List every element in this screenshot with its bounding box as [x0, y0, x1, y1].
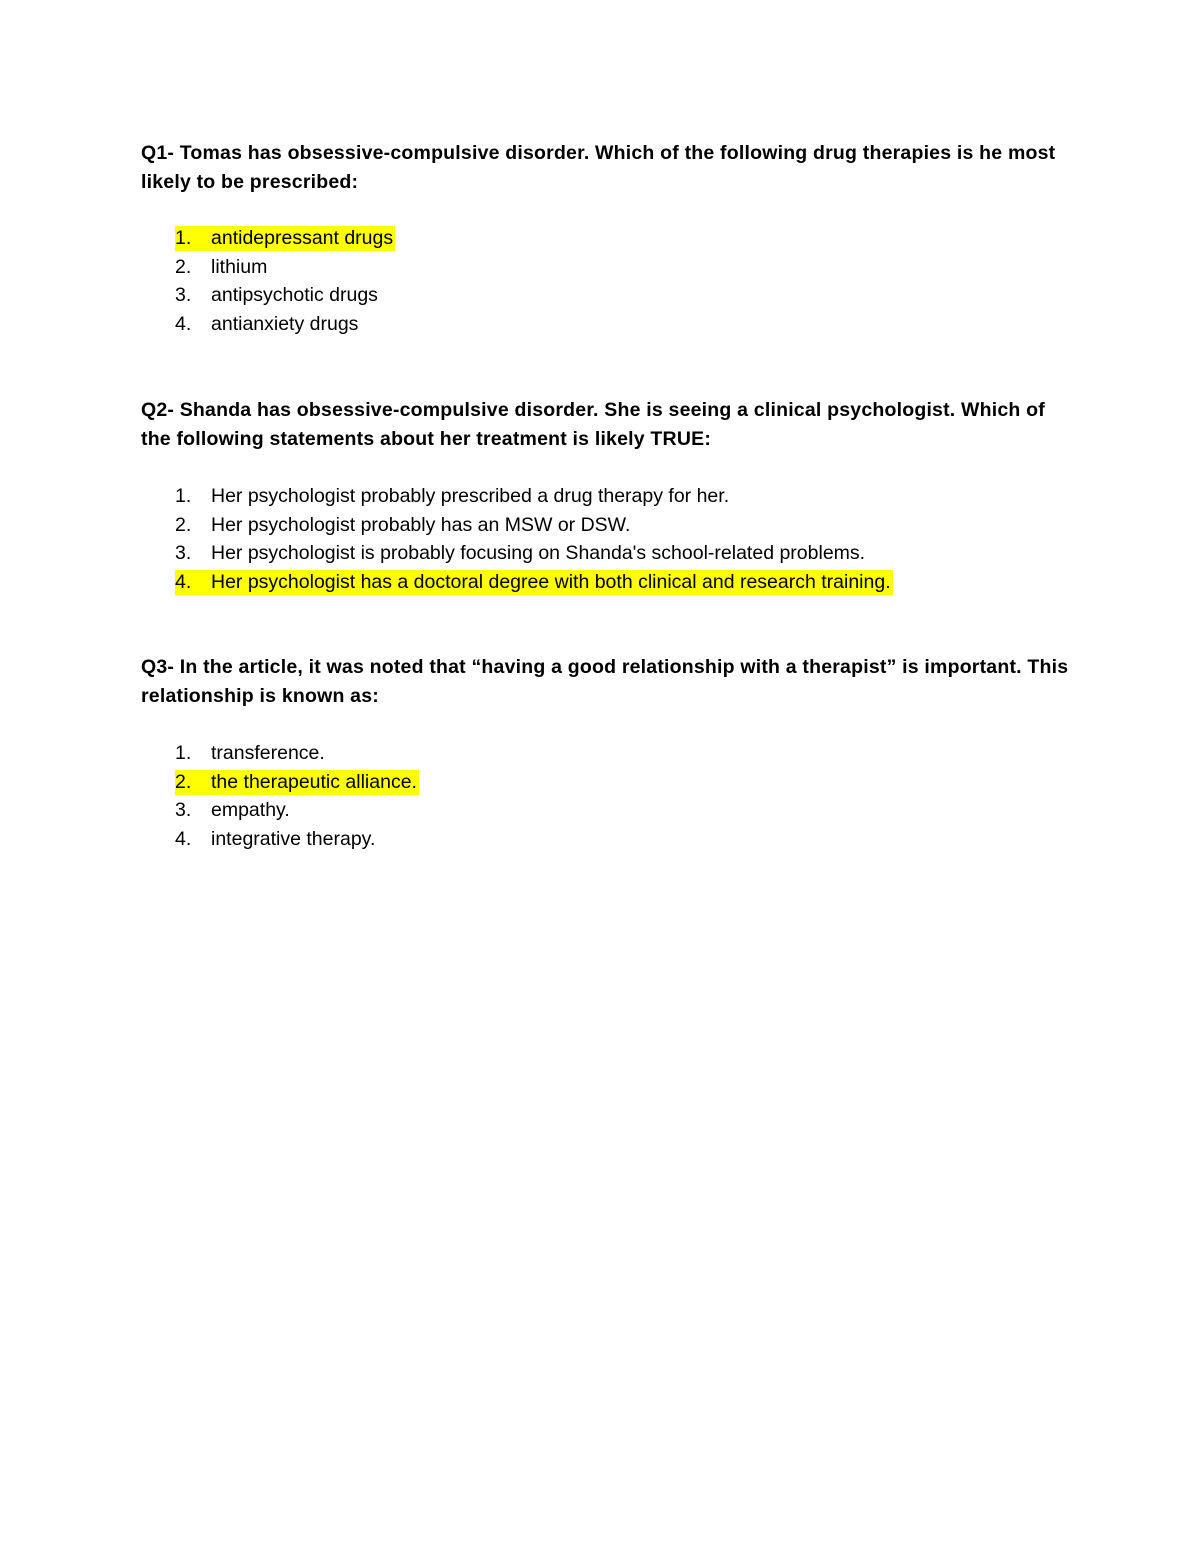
option-number: 4.: [175, 570, 192, 593]
question-3: [141, 653, 1071, 853]
question-2-options: [141, 482, 1071, 596]
option-number: 3.: [175, 542, 192, 564]
option-label: antianxiety drugs: [211, 312, 359, 335]
option-number: 1.: [175, 227, 192, 249]
option-number: 1.: [175, 742, 192, 764]
option-label: transference.: [211, 742, 325, 764]
question-1-options: [141, 224, 1071, 338]
option-number: 2.: [175, 513, 192, 536]
question-3-option-1: [141, 739, 1071, 768]
question-3-option-2: [141, 768, 1071, 797]
option-label: Her psychologist has a doctoral degree with both clinical and research training.: [211, 570, 891, 593]
option-label: empathy.: [211, 799, 290, 821]
question-2-option-1: [141, 482, 1071, 511]
question-2: [141, 396, 1071, 596]
question-1-option-2: [141, 253, 1071, 282]
question-2-option-3: [141, 539, 1071, 568]
option-number: 2.: [175, 770, 192, 793]
question-3-option-4: [141, 825, 1071, 854]
question-2-text: Q2- Shanda has obsessive-compulsive disorder. She is seeing a clinical psychologist. Which of the following statements about her treatment is likely TRUE:: [141, 399, 1045, 450]
question-1: [141, 139, 1071, 338]
option-label: antipsychotic drugs: [211, 284, 378, 306]
option-number: 1.: [175, 485, 192, 507]
option-number: 3.: [175, 284, 192, 306]
option-label: Her psychologist probably prescribed a drug therapy for her.: [211, 485, 730, 507]
question-3-text: Q3- In the article, it was noted that “having a good relationship with a therapist” is important. This relationship is known as:: [141, 656, 1069, 707]
option-label: Her psychologist probably has an MSW or DSW.: [211, 513, 631, 536]
option-number: 2.: [175, 255, 192, 278]
option-label: Her psychologist is probably focusing on Shanda's school-related problems.: [211, 542, 866, 564]
question-1-option-4: [141, 310, 1071, 339]
question-1-option-3: [141, 281, 1071, 310]
option-number: 3.: [175, 799, 192, 821]
question-1-text: Q1- Tomas has obsessive-compulsive disorder. Which of the following drug therapies is he most likely to be prescribed:: [141, 142, 1056, 193]
option-number: 4.: [175, 827, 192, 850]
option-label: lithium: [211, 255, 268, 278]
question-3-option-3: [141, 796, 1071, 825]
option-label: the therapeutic alliance.: [211, 770, 417, 793]
question-2-option-2: [141, 511, 1071, 540]
option-label: antidepressant drugs: [211, 227, 394, 249]
option-label: integrative therapy.: [211, 827, 376, 850]
question-1-option-1: [141, 224, 1071, 253]
question-3-options: [141, 739, 1071, 853]
question-2-option-4: [141, 568, 1071, 597]
option-number: 4.: [175, 312, 192, 335]
